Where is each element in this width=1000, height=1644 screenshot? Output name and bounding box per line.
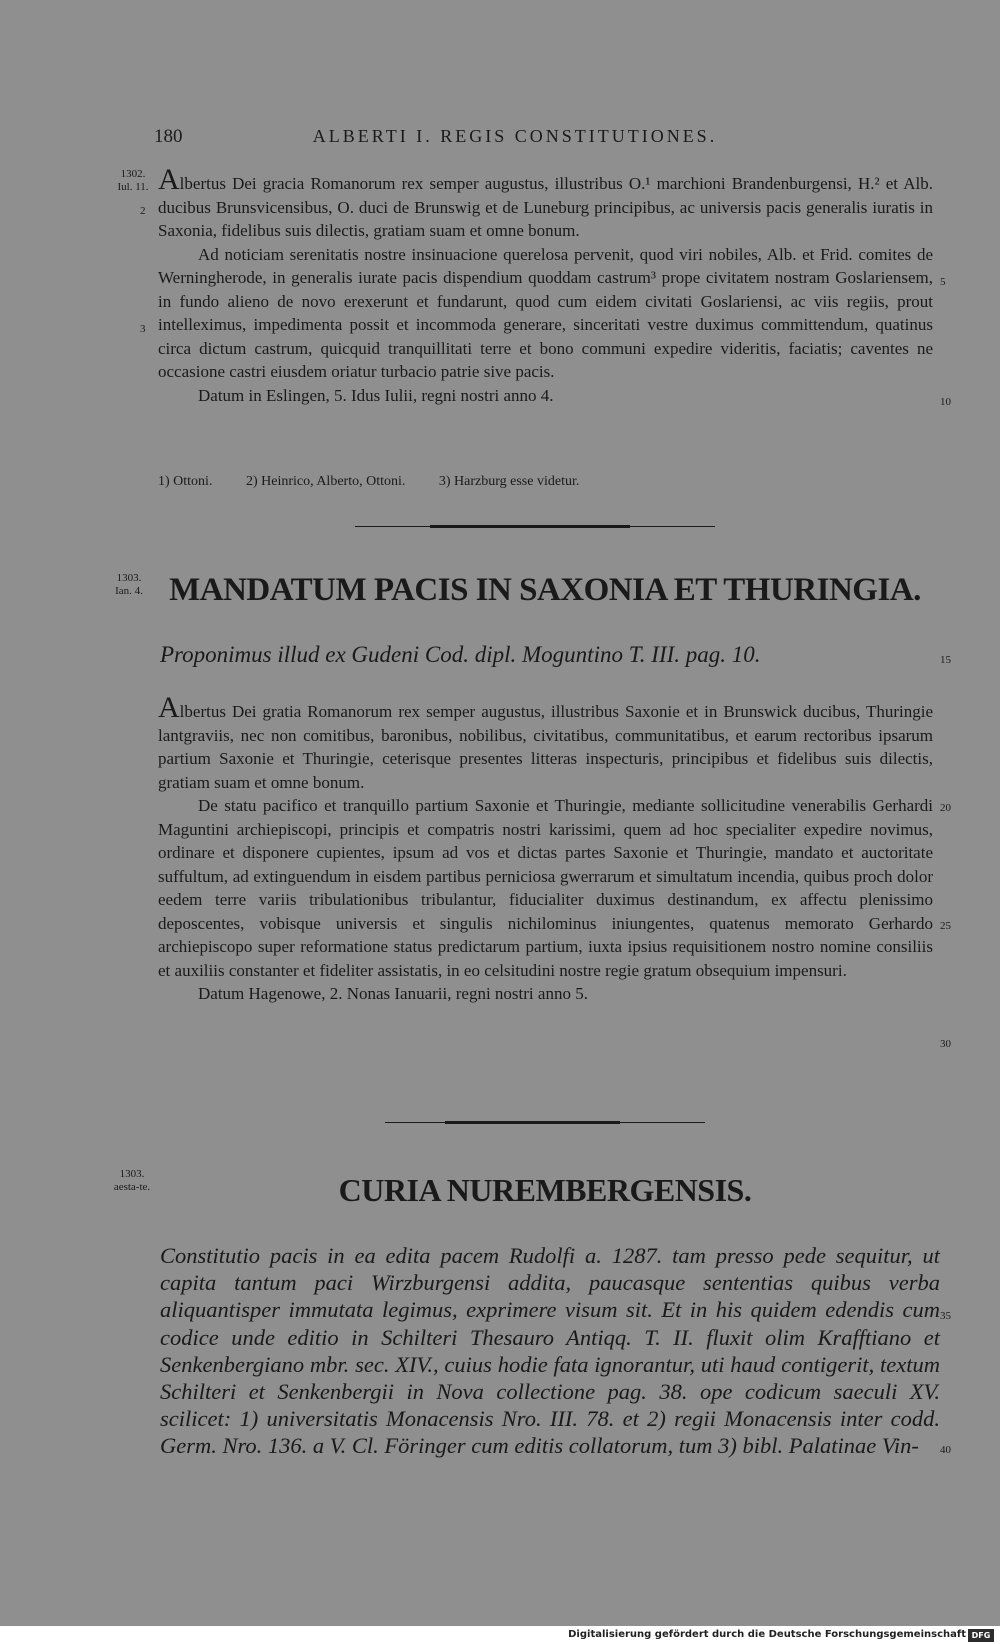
doc2-date bbox=[104, 572, 154, 598]
doc2-salutation bbox=[158, 691, 933, 794]
line-number: 30 bbox=[940, 1038, 951, 1050]
doc1-date-year: 1302. bbox=[120, 168, 146, 180]
doc1-paragraph: Ad noticiam serenitatis nostre insinuacione querelosa pervenit, quod viri nobiles, Alb. et Frid. comites de Werningherode, in generalis iurate pacis dispendium quoddam castrum³ prope civitatem nostram Goslariensem, in fundo alieno de novo erexerunt et fundarunt, quod cum eidem civitati Goslariensi, ac viis regiis, prout intelleximus, impedimenta possit et incommoda generare, sinceritati vestre duximus committendum, quatinus circa dictum castrum, quicquid tranquillitati terre et bono communi expedire videritis, faciatis; caventes ne occasione castri eiusdem oriatur turbacio patrie sive pacis. bbox=[158, 244, 933, 381]
dfg-logo-icon: DFG bbox=[968, 1629, 994, 1642]
doc2-date-year: 1303. bbox=[116, 572, 142, 584]
doc2-body bbox=[158, 691, 933, 1006]
line-number: 40 bbox=[940, 1444, 951, 1456]
line-number: 20 bbox=[940, 802, 951, 814]
doc3-date bbox=[112, 1168, 152, 1194]
doc1-date bbox=[108, 168, 158, 194]
line-number: 15 bbox=[940, 654, 951, 666]
footer-credit: Digitalisierung gefördert durch die Deutsche Forschungsgemeinschaft bbox=[568, 1629, 966, 1640]
doc1-datum: Datum in Eslingen, 5. Idus Iulii, regni nostri anno 4. bbox=[198, 385, 554, 405]
footnote: 2) Heinrico, Alberto, Ottoni. bbox=[245, 474, 406, 489]
doc2-date-day: Ian. 4. bbox=[115, 585, 143, 597]
page-header bbox=[0, 124, 1000, 154]
doc2-paragraph: De statu pacifico et tranquillo partium Saxonie et Thuringie, mediante sollicitudine venerabilis Gerhardi Maguntini archiepiscopi, principis et compatris nostri karissimi, quem ad hoc specialiter expedire novimus, ordinare et disponere cupientes, ipsum ad vos et dictas partes Saxonie et Thuringie, mandato et auctoritate suffultum, ad extinguendum in eisdem partibus perniciosa gwerrarum et simultatum incendia, quibus proch dolor eedem terre variis tribulationibus tribulantur, fiducialiter duximus destinandum, ex affectu plenissimo deposcentes, vobisque universis et singulis nichilominus iniungentes, quatenus memorato Gerhardo archiepiscopo super reformatione status predictarum partium, iuxta ipsius requisitionem nostro nomine consiliis et auxiliis constanter et fideliter assistatis, in eo celsitudini nostre regie gratum obsequium impensuri. bbox=[158, 796, 933, 980]
footer-bar bbox=[0, 1628, 1000, 1644]
doc2-heading: MANDATUM PACIS IN SAXONIA ET THURINGIA. bbox=[169, 572, 921, 608]
doc2-datum: Datum Hagenowe, 2. Nonas Ianuarii, regni nostri anno 5. bbox=[198, 984, 588, 1003]
doc3-intro: Constitutio pacis in ea edita pacem Rudolfi a. 1287. tam presso pede sequitur, ut capita tantum paci Wirzburgensi addita, paucasque sententias quibus verba aliquantisper immutata legimus, exprimere visum sit. Et in his quidem edendis cum codice unde editio in Schilteri Thesauro Antiqq. T. II. fluxit olim Krafftiano et Senkenbergiano mbr. sec. XIV., cuius hodie fata ignorantur, uti haud contigerit, textum Schilteri et Senkenbergii in Nova collectione pag. 38. ope codicum saeculi XV. scilicet: 1) universitatis Monacensis Nro. III. 78. et 2) regii Monacensis inter codd. Germ. Nro. 136. a V. Cl. Föringer cum editis collatorum, tum 3) bibl. Palatinae Vin- bbox=[160, 1243, 940, 1459]
footnote: 1) Ottoni. bbox=[158, 474, 213, 489]
doc2-intro: Proponimus illud ex Gudeni Cod. dipl. Moguntino T. III. pag. 10. bbox=[160, 642, 761, 667]
separator-rule bbox=[445, 1121, 620, 1124]
doc1-salutation bbox=[158, 163, 933, 243]
doc3-date-year: 1303. bbox=[119, 1168, 145, 1180]
line-number: 5 bbox=[940, 276, 946, 288]
drop-initial: A bbox=[158, 163, 180, 196]
line-number: 2 bbox=[140, 205, 146, 217]
footnote: 3) Harzburg esse videtur. bbox=[438, 474, 580, 489]
doc1-date-day: Iul. 11. bbox=[117, 181, 149, 193]
line-number: 25 bbox=[940, 920, 951, 932]
line-number: 35 bbox=[940, 1310, 951, 1322]
doc3-heading: CURIA NUREMBERGENSIS. bbox=[338, 1172, 752, 1208]
doc3-date-rest: aesta-te. bbox=[113, 1181, 151, 1193]
running-title: ALBERTI I. REGIS CONSTITUTIONES. bbox=[312, 126, 718, 146]
page-number: 180 bbox=[154, 126, 183, 147]
doc1-body bbox=[158, 163, 933, 407]
line-number: 3 bbox=[140, 323, 146, 335]
separator-rule bbox=[430, 525, 630, 528]
line-number: 10 bbox=[940, 396, 951, 408]
drop-initial: A bbox=[158, 691, 180, 724]
doc1-footnotes bbox=[158, 474, 758, 490]
doc2-salutation-text: lbertus Dei gratia Romanorum rex semper augustus, illustribus Saxonie et in Brunswick ducibus, Thuringie lantgraviis, nec non comitibus, baronibus, nobilibus, civitatibus, communitatibus, et earum rectoribus ipsarum partium Saxonie et Thuringie, ceterisque presentes litteras inspecturis, principibus et fidelibus suis dilectis, gratiam suam et omne bonum. bbox=[158, 702, 933, 792]
doc1-salutation-text: lbertus Dei gracia Romanorum rex semper augustus, illustribus O.¹ marchioni Brandenburgensi, H.² et Alb. ducibus Brunsvicensibus, O. duci de Brunswig et de Luneburg principibus, ac universis pacis generalis iuratis in Saxonia, fidelibus suis dilectis, gratiam suam et omne bonum. bbox=[158, 174, 933, 240]
